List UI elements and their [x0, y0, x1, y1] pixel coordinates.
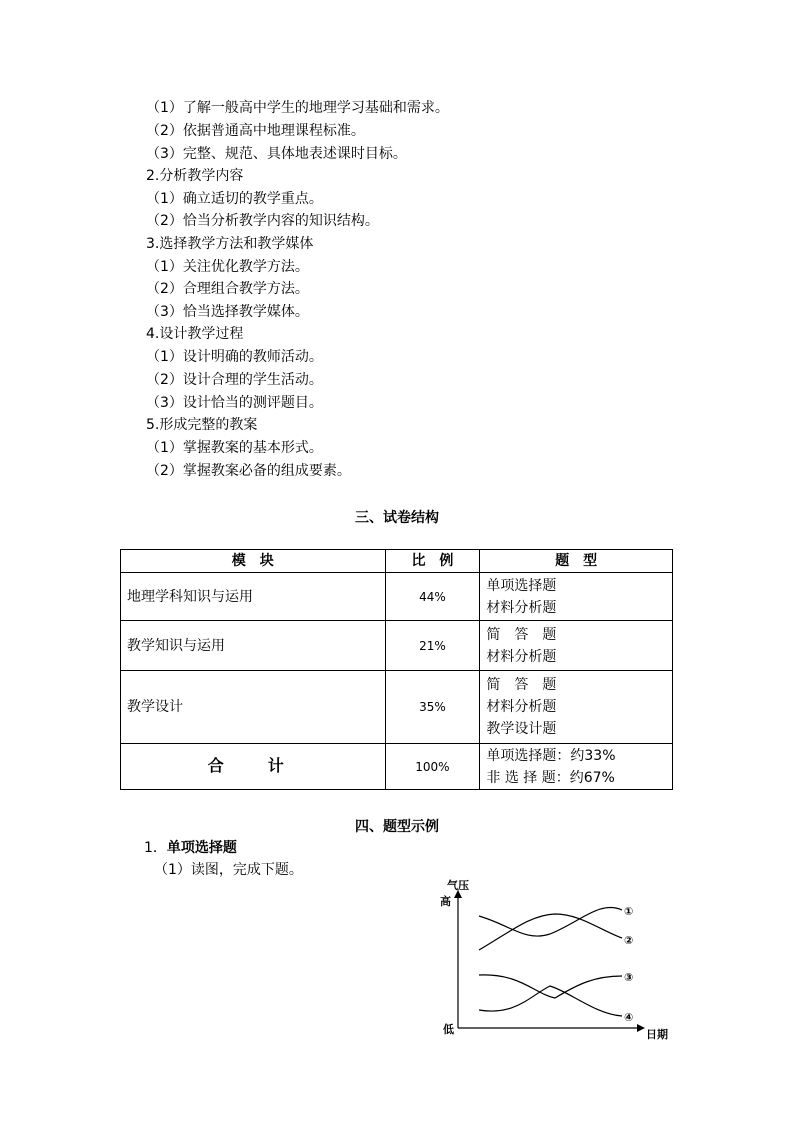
- types-cell: 简 答 题 材料分析题 教学设计题: [480, 671, 673, 744]
- table-header-row: [121, 550, 673, 573]
- module-cell: 教学设计: [121, 671, 386, 744]
- curve-3-label: ③: [624, 971, 634, 984]
- curve-2-label: ②: [624, 934, 634, 947]
- header-type: 题 型: [480, 550, 673, 573]
- list-item: （2）合理组合教学方法。: [146, 281, 309, 297]
- list-heading: 2.分析教学内容: [146, 168, 244, 184]
- list-item: （3）恰当选择教学媒体。: [146, 304, 309, 320]
- curve-1-label: ①: [624, 905, 634, 918]
- question-type-number: 1．: [144, 840, 167, 856]
- list-item: （1）确立适切的教学重点。: [146, 191, 323, 207]
- total-label: 合 计: [121, 744, 386, 790]
- total-types-cell: 单项选择题：约33% 非 选 择 题：约67%: [480, 744, 673, 790]
- curve-2: [479, 914, 622, 950]
- curve-4: [479, 986, 622, 1016]
- curve-1: [479, 907, 622, 936]
- y-axis-low-label: 低: [443, 1023, 454, 1036]
- list-item: （2）恰当分析教学内容的知识结构。: [146, 213, 379, 229]
- list-heading: 4.设计教学过程: [146, 326, 244, 342]
- header-ratio: 比 例: [385, 550, 480, 573]
- ratio-cell: 21%: [385, 621, 480, 671]
- list-item: （3）设计恰当的测评题目。: [146, 395, 323, 411]
- ratio-cell: 35%: [385, 671, 480, 744]
- table-row: [121, 621, 673, 671]
- question-type-heading: [144, 838, 237, 858]
- list-item: （2）依据普通高中地理课程标准。: [146, 123, 365, 139]
- curve-4-label: ④: [624, 1011, 634, 1024]
- section4-title: 四、题型示例: [355, 819, 439, 835]
- list-item: （2）掌握教案必备的组成要素。: [146, 463, 351, 479]
- list-heading: 3.选择教学方法和教学媒体: [146, 236, 314, 252]
- x-axis-title: 日期: [646, 1028, 668, 1041]
- types-cell: 单项选择题 材料分析题: [480, 573, 673, 621]
- pressure-date-figure: [430, 870, 680, 1050]
- ratio-cell: 44%: [385, 573, 480, 621]
- table-total-row: [121, 744, 673, 790]
- list-item: （1）了解一般高中学生的地理学习基础和需求。: [146, 100, 449, 116]
- module-cell: 地理学科知识与运用: [121, 573, 386, 621]
- exam-structure-table: [120, 549, 673, 790]
- header-module: 模 块: [121, 550, 386, 573]
- y-axis-title: 气压: [447, 879, 469, 892]
- question-prompt: （1）读图，完成下题。: [154, 862, 303, 878]
- list-item: （3）完整、规范、具体地表述课时目标。: [146, 146, 407, 162]
- list-heading: 5.形成完整的教案: [146, 417, 258, 433]
- table-row: [121, 671, 673, 744]
- section3-title: 三、试卷结构: [355, 510, 439, 526]
- types-cell: 简 答 题 材料分析题: [480, 621, 673, 671]
- list-item: （1）关注优化教学方法。: [146, 259, 309, 275]
- y-axis-high-label: 高: [440, 895, 451, 908]
- list-item: （1）设计明确的教师活动。: [146, 349, 323, 365]
- list-item: （2）设计合理的学生活动。: [146, 372, 323, 388]
- module-cell: 教学知识与运用: [121, 621, 386, 671]
- total-ratio: 100%: [385, 744, 480, 790]
- question-type-label: 单项选择题: [166, 840, 237, 856]
- table-row: [121, 573, 673, 621]
- list-item: （1）掌握教案的基本形式。: [146, 440, 323, 456]
